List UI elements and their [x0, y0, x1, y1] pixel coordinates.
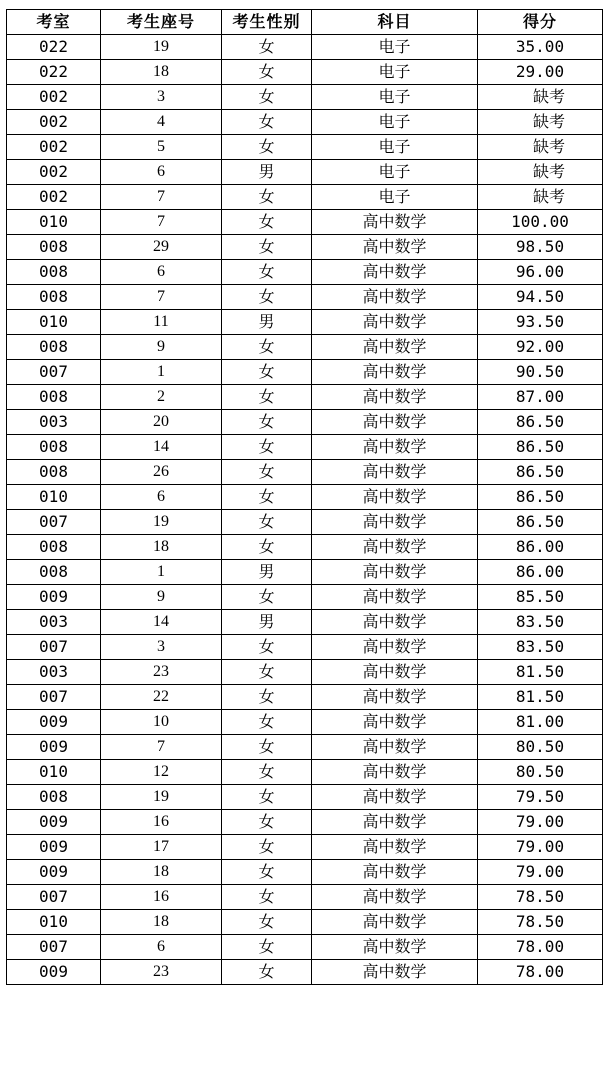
- score-cell: 86.50: [478, 410, 603, 435]
- gender-cell: 女: [222, 810, 312, 835]
- score-cell: 81.00: [478, 710, 603, 735]
- score-cell: 86.50: [478, 460, 603, 485]
- seat-number-cell: 7: [101, 285, 222, 310]
- score-cell: 35.00: [478, 35, 603, 60]
- seat-number-cell: 20: [101, 410, 222, 435]
- seat-number-cell: 22: [101, 685, 222, 710]
- table-row: [7, 685, 603, 710]
- seat-number-cell: 19: [101, 35, 222, 60]
- subject-cell: 高中数学: [312, 485, 478, 510]
- gender-cell: 男: [222, 160, 312, 185]
- subject-cell: 高中数学: [312, 735, 478, 760]
- gender-cell: 女: [222, 785, 312, 810]
- subject-cell: 高中数学: [312, 685, 478, 710]
- gender-cell: 女: [222, 585, 312, 610]
- gender-cell: 女: [222, 935, 312, 960]
- gender-cell: 女: [222, 335, 312, 360]
- subject-cell: 电子: [312, 110, 478, 135]
- gender-cell: 女: [222, 135, 312, 160]
- exam-room-cell: 008: [7, 560, 101, 585]
- table-row: [7, 485, 603, 510]
- gender-cell: 女: [222, 685, 312, 710]
- table-row: [7, 160, 603, 185]
- seat-number-cell: 1: [101, 560, 222, 585]
- score-cell: 缺考: [478, 160, 603, 185]
- seat-number-cell: 16: [101, 810, 222, 835]
- score-cell: 86.50: [478, 510, 603, 535]
- table-row: [7, 185, 603, 210]
- table-row: [7, 610, 603, 635]
- gender-cell: 女: [222, 385, 312, 410]
- score-cell: 79.00: [478, 860, 603, 885]
- subject-cell: 高中数学: [312, 585, 478, 610]
- gender-cell: 女: [222, 485, 312, 510]
- exam-room-cell: 007: [7, 935, 101, 960]
- gender-cell: 女: [222, 760, 312, 785]
- gender-cell: 女: [222, 710, 312, 735]
- gender-cell: 女: [222, 435, 312, 460]
- subject-cell: 高中数学: [312, 660, 478, 685]
- seat-number-cell: 14: [101, 435, 222, 460]
- seat-number-cell: 18: [101, 60, 222, 85]
- table-row: [7, 760, 603, 785]
- subject-cell: 高中数学: [312, 885, 478, 910]
- table-row: [7, 210, 603, 235]
- table-header: [7, 10, 603, 35]
- exam-room-cell: 009: [7, 960, 101, 985]
- table-row: [7, 885, 603, 910]
- exam-room-cell: 009: [7, 860, 101, 885]
- exam-room-cell: 008: [7, 385, 101, 410]
- seat-number-cell: 11: [101, 310, 222, 335]
- seat-number-cell: 9: [101, 335, 222, 360]
- seat-number-cell: 2: [101, 385, 222, 410]
- exam-room-cell: 009: [7, 710, 101, 735]
- score-cell: 79.00: [478, 810, 603, 835]
- gender-cell: 女: [222, 835, 312, 860]
- exam-room-cell: 008: [7, 335, 101, 360]
- gender-cell: 男: [222, 560, 312, 585]
- exam-room-cell: 008: [7, 535, 101, 560]
- exam-room-cell: 003: [7, 660, 101, 685]
- subject-cell: 高中数学: [312, 435, 478, 460]
- score-cell: 87.00: [478, 385, 603, 410]
- header-gender: 考生性别: [222, 10, 312, 35]
- subject-cell: 高中数学: [312, 810, 478, 835]
- subject-cell: 高中数学: [312, 835, 478, 860]
- table-body: [7, 35, 603, 985]
- seat-number-cell: 7: [101, 210, 222, 235]
- score-cell: 29.00: [478, 60, 603, 85]
- exam-room-cell: 008: [7, 235, 101, 260]
- score-cell: 79.00: [478, 835, 603, 860]
- table-row: [7, 410, 603, 435]
- subject-cell: 电子: [312, 185, 478, 210]
- score-cell: 93.50: [478, 310, 603, 335]
- subject-cell: 高中数学: [312, 635, 478, 660]
- table-row: [7, 60, 603, 85]
- table-row: [7, 110, 603, 135]
- subject-cell: 高中数学: [312, 710, 478, 735]
- seat-number-cell: 6: [101, 260, 222, 285]
- table-row: [7, 785, 603, 810]
- gender-cell: 女: [222, 285, 312, 310]
- score-cell: 86.00: [478, 560, 603, 585]
- gender-cell: 男: [222, 610, 312, 635]
- subject-cell: 高中数学: [312, 385, 478, 410]
- exam-room-cell: 009: [7, 835, 101, 860]
- exam-room-cell: 007: [7, 510, 101, 535]
- table-row: [7, 235, 603, 260]
- seat-number-cell: 23: [101, 660, 222, 685]
- subject-cell: 高中数学: [312, 335, 478, 360]
- subject-cell: 电子: [312, 135, 478, 160]
- seat-number-cell: 26: [101, 460, 222, 485]
- seat-number-cell: 5: [101, 135, 222, 160]
- gender-cell: 女: [222, 510, 312, 535]
- score-cell: 81.50: [478, 660, 603, 685]
- exam-room-cell: 007: [7, 685, 101, 710]
- gender-cell: 女: [222, 260, 312, 285]
- exam-room-cell: 002: [7, 160, 101, 185]
- exam-room-cell: 007: [7, 635, 101, 660]
- seat-number-cell: 29: [101, 235, 222, 260]
- exam-room-cell: 022: [7, 60, 101, 85]
- table-row: [7, 960, 603, 985]
- score-cell: 92.00: [478, 335, 603, 360]
- subject-cell: 高中数学: [312, 960, 478, 985]
- score-cell: 86.50: [478, 485, 603, 510]
- table-row: [7, 385, 603, 410]
- seat-number-cell: 18: [101, 910, 222, 935]
- exam-room-cell: 002: [7, 185, 101, 210]
- subject-cell: 高中数学: [312, 360, 478, 385]
- score-cell: 94.50: [478, 285, 603, 310]
- subject-cell: 电子: [312, 60, 478, 85]
- exam-room-cell: 008: [7, 785, 101, 810]
- exam-room-cell: 010: [7, 210, 101, 235]
- table-row: [7, 585, 603, 610]
- subject-cell: 电子: [312, 35, 478, 60]
- gender-cell: 女: [222, 460, 312, 485]
- subject-cell: 高中数学: [312, 410, 478, 435]
- subject-cell: 高中数学: [312, 510, 478, 535]
- gender-cell: 女: [222, 635, 312, 660]
- gender-cell: 女: [222, 185, 312, 210]
- header-row: [7, 10, 603, 35]
- exam-room-cell: 009: [7, 585, 101, 610]
- score-cell: 缺考: [478, 85, 603, 110]
- gender-cell: 女: [222, 60, 312, 85]
- subject-cell: 高中数学: [312, 910, 478, 935]
- subject-cell: 高中数学: [312, 860, 478, 885]
- exam-room-cell: 003: [7, 410, 101, 435]
- table-row: [7, 535, 603, 560]
- subject-cell: 电子: [312, 85, 478, 110]
- exam-room-cell: 002: [7, 85, 101, 110]
- seat-number-cell: 19: [101, 510, 222, 535]
- score-cell: 100.00: [478, 210, 603, 235]
- table-row: [7, 635, 603, 660]
- exam-room-cell: 008: [7, 285, 101, 310]
- seat-number-cell: 3: [101, 85, 222, 110]
- seat-number-cell: 18: [101, 860, 222, 885]
- table-row: [7, 135, 603, 160]
- exam-room-cell: 010: [7, 310, 101, 335]
- gender-cell: 女: [222, 235, 312, 260]
- exam-room-cell: 022: [7, 35, 101, 60]
- header-score: 得分: [478, 10, 603, 35]
- seat-number-cell: 12: [101, 760, 222, 785]
- score-cell: 80.50: [478, 760, 603, 785]
- seat-number-cell: 6: [101, 160, 222, 185]
- exam-room-cell: 003: [7, 610, 101, 635]
- gender-cell: 女: [222, 85, 312, 110]
- score-cell: 78.50: [478, 885, 603, 910]
- subject-cell: 高中数学: [312, 235, 478, 260]
- seat-number-cell: 18: [101, 535, 222, 560]
- exam-room-cell: 008: [7, 435, 101, 460]
- subject-cell: 高中数学: [312, 785, 478, 810]
- subject-cell: 高中数学: [312, 310, 478, 335]
- score-cell: 86.50: [478, 435, 603, 460]
- gender-cell: 女: [222, 860, 312, 885]
- score-cell: 80.50: [478, 735, 603, 760]
- score-cell: 78.00: [478, 935, 603, 960]
- exam-room-cell: 009: [7, 735, 101, 760]
- gender-cell: 男: [222, 310, 312, 335]
- seat-number-cell: 6: [101, 485, 222, 510]
- seat-number-cell: 10: [101, 710, 222, 735]
- table-row: [7, 910, 603, 935]
- gender-cell: 女: [222, 535, 312, 560]
- subject-cell: 高中数学: [312, 260, 478, 285]
- table-row: [7, 85, 603, 110]
- exam-room-cell: 008: [7, 460, 101, 485]
- exam-room-cell: 007: [7, 885, 101, 910]
- table-row: [7, 660, 603, 685]
- score-cell: 83.50: [478, 635, 603, 660]
- exam-room-cell: 002: [7, 110, 101, 135]
- exam-room-cell: 009: [7, 810, 101, 835]
- table-row: [7, 35, 603, 60]
- exam-room-cell: 010: [7, 760, 101, 785]
- seat-number-cell: 9: [101, 585, 222, 610]
- exam-room-cell: 010: [7, 910, 101, 935]
- table-row: [7, 460, 603, 485]
- table-row: [7, 560, 603, 585]
- seat-number-cell: 3: [101, 635, 222, 660]
- gender-cell: 女: [222, 885, 312, 910]
- subject-cell: 高中数学: [312, 935, 478, 960]
- score-cell: 96.00: [478, 260, 603, 285]
- seat-number-cell: 7: [101, 735, 222, 760]
- header-seat-number: 考生座号: [101, 10, 222, 35]
- gender-cell: 女: [222, 960, 312, 985]
- subject-cell: 电子: [312, 160, 478, 185]
- exam-room-cell: 007: [7, 360, 101, 385]
- exam-room-cell: 008: [7, 260, 101, 285]
- score-cell: 缺考: [478, 110, 603, 135]
- gender-cell: 女: [222, 735, 312, 760]
- gender-cell: 女: [222, 210, 312, 235]
- score-cell: 86.00: [478, 535, 603, 560]
- table-row: [7, 335, 603, 360]
- score-cell: 缺考: [478, 185, 603, 210]
- gender-cell: 女: [222, 35, 312, 60]
- score-cell: 98.50: [478, 235, 603, 260]
- score-cell: 79.50: [478, 785, 603, 810]
- seat-number-cell: 17: [101, 835, 222, 860]
- seat-number-cell: 23: [101, 960, 222, 985]
- table-row: [7, 310, 603, 335]
- seat-number-cell: 1: [101, 360, 222, 385]
- table-row: [7, 285, 603, 310]
- subject-cell: 高中数学: [312, 285, 478, 310]
- table-row: [7, 510, 603, 535]
- table-row: [7, 735, 603, 760]
- score-cell: 83.50: [478, 610, 603, 635]
- table-row: [7, 710, 603, 735]
- seat-number-cell: 14: [101, 610, 222, 635]
- table-row: [7, 835, 603, 860]
- exam-room-cell: 002: [7, 135, 101, 160]
- score-table: [6, 9, 603, 985]
- table-row: [7, 260, 603, 285]
- score-cell: 78.00: [478, 960, 603, 985]
- exam-room-cell: 010: [7, 485, 101, 510]
- subject-cell: 高中数学: [312, 610, 478, 635]
- header-subject: 科目: [312, 10, 478, 35]
- subject-cell: 高中数学: [312, 760, 478, 785]
- seat-number-cell: 19: [101, 785, 222, 810]
- table-row: [7, 860, 603, 885]
- subject-cell: 高中数学: [312, 210, 478, 235]
- gender-cell: 女: [222, 410, 312, 435]
- gender-cell: 女: [222, 660, 312, 685]
- subject-cell: 高中数学: [312, 560, 478, 585]
- table-row: [7, 435, 603, 460]
- score-cell: 81.50: [478, 685, 603, 710]
- table-row: [7, 360, 603, 385]
- gender-cell: 女: [222, 360, 312, 385]
- seat-number-cell: 16: [101, 885, 222, 910]
- seat-number-cell: 4: [101, 110, 222, 135]
- score-cell: 90.50: [478, 360, 603, 385]
- table-row: [7, 810, 603, 835]
- table-row: [7, 935, 603, 960]
- seat-number-cell: 7: [101, 185, 222, 210]
- subject-cell: 高中数学: [312, 535, 478, 560]
- gender-cell: 女: [222, 910, 312, 935]
- score-cell: 78.50: [478, 910, 603, 935]
- subject-cell: 高中数学: [312, 460, 478, 485]
- score-cell: 85.50: [478, 585, 603, 610]
- header-exam-room: 考室: [7, 10, 101, 35]
- score-cell: 缺考: [478, 135, 603, 160]
- seat-number-cell: 6: [101, 935, 222, 960]
- gender-cell: 女: [222, 110, 312, 135]
